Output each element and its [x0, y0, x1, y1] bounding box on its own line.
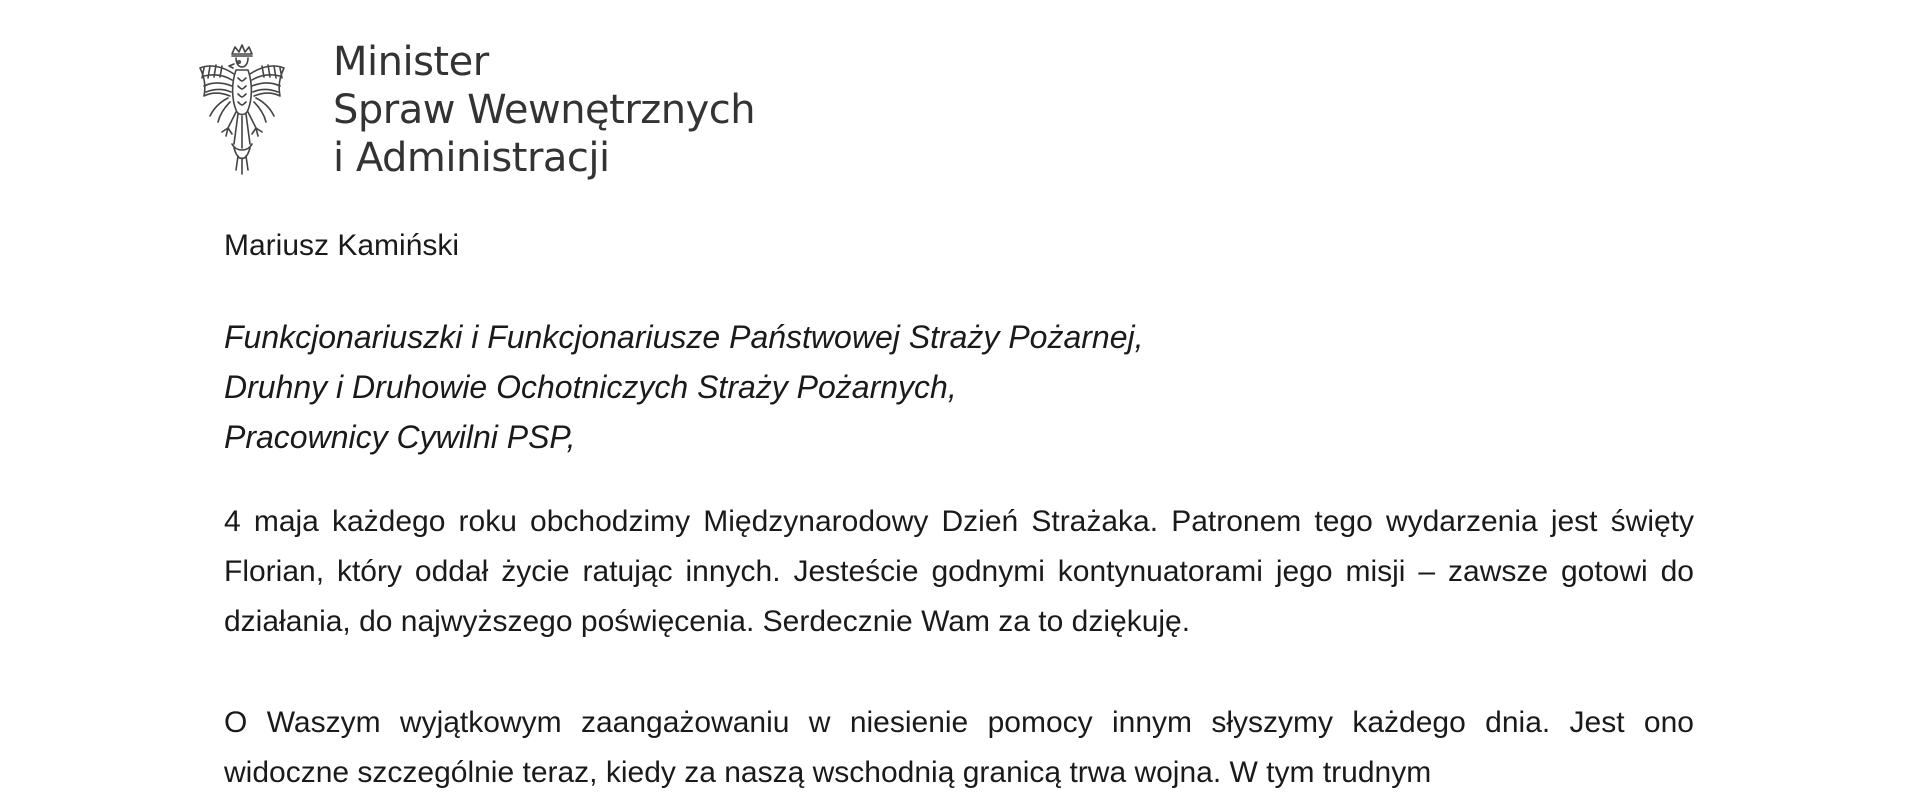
body-paragraph-1: 4 maja każdego roku obchodzimy Międzynarodowy Dzień Strażaka. Patronem tego wydarzenia jest święty Florian, który oddał życie ratując innych. Jesteście godnymi kontynuatorami jego misji – zawsze gotowi do działania, do najwyższego poświęcenia. Serdecznie Wam za to dziękuję. — [224, 505, 1694, 638]
letterhead-line-1: Minister — [333, 39, 489, 85]
signer-name: Mariusz Kamiński — [224, 229, 460, 262]
salutation-line-2: Druhny i Druhowie Ochotniczych Straży Pożarnych, — [224, 369, 957, 405]
letterhead-title — [333, 38, 755, 182]
body-paragraph-2: O Waszym wyjątkowym zaangażowaniu w niesienie pomocy innym słyszymy każdego dnia. Jest ono widoczne szczególnie teraz, kiedy za naszą wschodnią granicą trwa wojna. W tym trudnym — [224, 706, 1694, 789]
letterhead-line-3: i Administracji — [333, 135, 610, 181]
salutation-line-1: Funkcjonariuszki i Funkcjonariusze Państwowej Straży Pożarnej, — [224, 319, 1144, 355]
letterhead-line-2: Spraw Wewnętrznych — [333, 87, 756, 133]
salutation — [224, 312, 1144, 462]
salutation-line-3: Pracownicy Cywilni PSP, — [224, 419, 576, 455]
polish-eagle-emblem-icon — [198, 44, 286, 176]
